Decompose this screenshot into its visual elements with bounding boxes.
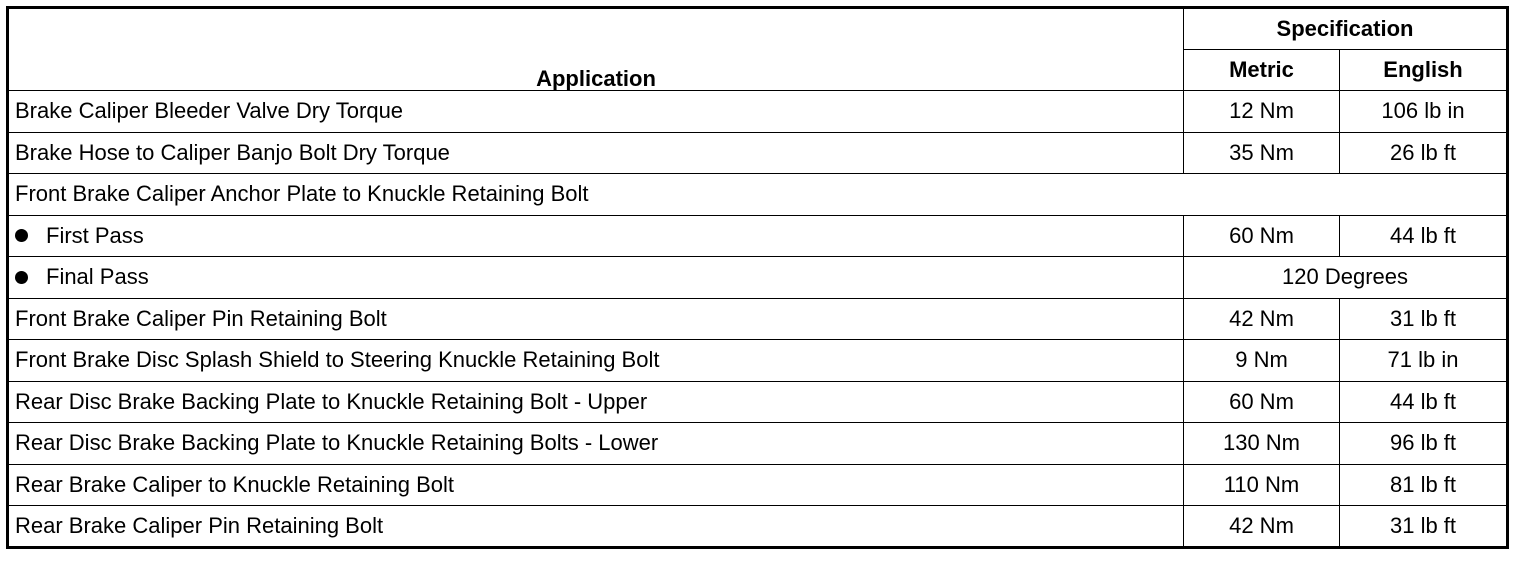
metric-cell: 9 Nm [1184,340,1340,382]
application-cell: Front Brake Caliper Pin Retaining Bolt [8,298,1184,340]
english-cell: 71 lb in [1340,340,1508,382]
spec-merged-cell: 120 Degrees [1184,257,1508,299]
sub-item-label: Final Pass [46,264,149,290]
application-cell: Rear Brake Caliper to Knuckle Retaining Bolt [8,464,1184,506]
bullet-icon [15,271,28,284]
application-header: Application [8,8,1184,91]
table-row [8,91,1508,133]
table-row [8,381,1508,423]
english-cell: 106 lb in [1340,91,1508,133]
application-group-cell: Front Brake Caliper Anchor Plate to Knuckle Retaining Bolt [8,174,1508,216]
metric-cell: 60 Nm [1184,381,1340,423]
english-cell: 31 lb ft [1340,506,1508,548]
metric-cell: 130 Nm [1184,423,1340,465]
metric-cell: 60 Nm [1184,215,1340,257]
english-cell: 96 lb ft [1340,423,1508,465]
application-sub-cell [8,215,1184,257]
english-cell: 26 lb ft [1340,132,1508,174]
english-header: English [1340,49,1508,91]
application-cell: Front Brake Disc Splash Shield to Steering Knuckle Retaining Bolt [8,340,1184,382]
metric-cell: 42 Nm [1184,298,1340,340]
english-cell: 44 lb ft [1340,381,1508,423]
table-body [8,91,1508,548]
application-sub-cell [8,257,1184,299]
table-row [8,132,1508,174]
application-cell: Rear Disc Brake Backing Plate to Knuckle Retaining Bolts - Lower [8,423,1184,465]
metric-cell: 42 Nm [1184,506,1340,548]
table-row [8,464,1508,506]
english-cell: 44 lb ft [1340,215,1508,257]
table-row [8,174,1508,216]
torque-spec-table [6,6,1509,549]
table-header [8,8,1508,91]
metric-cell: 35 Nm [1184,132,1340,174]
application-cell: Rear Brake Caliper Pin Retaining Bolt [8,506,1184,548]
header-row-top [8,8,1508,50]
specification-header: Specification [1184,8,1508,50]
table-row [8,298,1508,340]
bullet-icon [15,229,28,242]
application-cell: Rear Disc Brake Backing Plate to Knuckle Retaining Bolt - Upper [8,381,1184,423]
table-row [8,506,1508,548]
metric-cell: 12 Nm [1184,91,1340,133]
table-row [8,215,1508,257]
metric-cell: 110 Nm [1184,464,1340,506]
english-cell: 31 lb ft [1340,298,1508,340]
application-cell: Brake Caliper Bleeder Valve Dry Torque [8,91,1184,133]
table-row [8,340,1508,382]
application-cell: Brake Hose to Caliper Banjo Bolt Dry Torque [8,132,1184,174]
english-cell: 81 lb ft [1340,464,1508,506]
table-row [8,423,1508,465]
table-row [8,257,1508,299]
sub-item-label: First Pass [46,222,144,248]
metric-header: Metric [1184,49,1340,91]
